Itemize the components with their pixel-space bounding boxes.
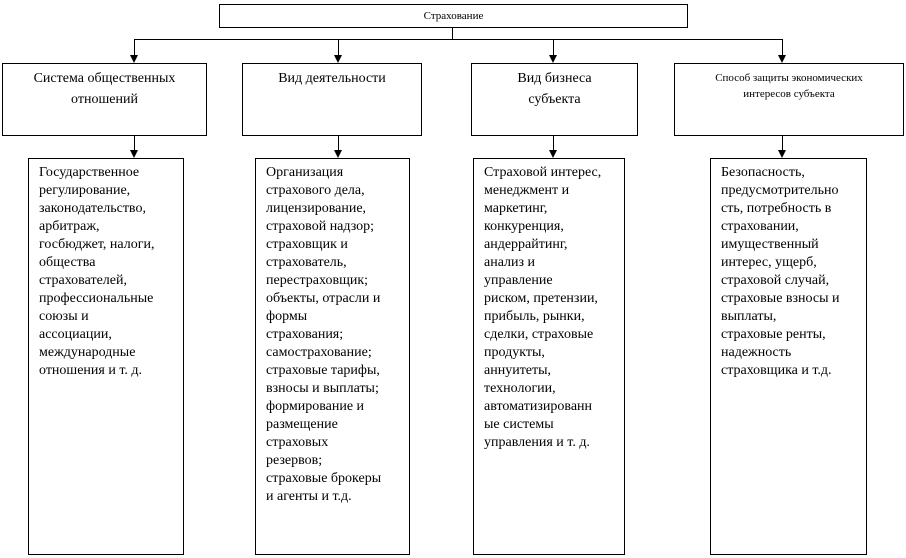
- category-box-business-type: [471, 63, 638, 136]
- connector-detail-2: [338, 136, 339, 150]
- connector-cat-1: [134, 39, 135, 55]
- detail-text: Безопасность, предусмотрительно сть, потребность в страховании, имущественный интерес, ущерб, страховой случай, страховые взносы и выплаты, страховые ренты, надежность страховщика и т.д.: [721, 165, 840, 378]
- category-box-activity-type: [242, 63, 422, 136]
- root-connector: [452, 28, 453, 39]
- root-title: Страхование: [423, 10, 484, 22]
- arrow-cat-1-icon: [130, 55, 138, 63]
- arrow-detail-3-icon: [549, 150, 557, 158]
- category-box-social-relations: [2, 63, 207, 136]
- arrow-detail-2-icon: [334, 150, 342, 158]
- category-label: Система общественных отношений: [33, 71, 176, 107]
- detail-box-activity-type: [255, 158, 410, 555]
- detail-box-social-relations: [28, 158, 184, 555]
- arrow-detail-1-icon: [130, 150, 138, 158]
- root-box: [219, 4, 688, 28]
- category-label: Способ защиты экономических интересов субъекта: [715, 72, 863, 100]
- detail-text: Государственное регулирование, законодательство, арбитраж, госбюджет, налоги, общества страхователей, профессиональные союзы и ассоциации, международные отношения и т. д.: [39, 165, 155, 378]
- connector-detail-4: [782, 136, 783, 150]
- detail-box-business-type: [473, 158, 625, 555]
- connector-cat-2: [338, 39, 339, 55]
- arrow-cat-2-icon: [334, 55, 342, 63]
- category-label: Вид деятельности: [278, 71, 386, 86]
- detail-text: Организация страхового дела, лицензирование, страховой надзор; страховщик и страхователь, перестраховщик; объекты, отрасли и формы страхования; самострахование; страховые тарифы, взносы и выплаты; формирование и размещение страховых резервов; страховые брокеры и агенты и т.д.: [266, 165, 382, 504]
- horizontal-connector: [134, 39, 782, 40]
- arrow-detail-4-icon: [778, 150, 786, 158]
- arrow-cat-4-icon: [778, 55, 786, 63]
- arrow-cat-3-icon: [549, 55, 557, 63]
- connector-cat-4: [782, 39, 783, 55]
- detail-text: Страховой интерес, менеджмент и маркетинг, конкуренция, андеррайтинг, анализ и управление риском, претензии, прибыль, рынки, сделки, страховые продукты, аннуитеты, технологии, автоматизированн ые системы управления и т. д.: [484, 165, 602, 450]
- connector-detail-1: [134, 136, 135, 150]
- category-label: Вид бизнеса субъекта: [517, 71, 592, 107]
- category-box-protection-method: [674, 63, 904, 136]
- detail-box-protection-method: [710, 158, 867, 555]
- connector-detail-3: [553, 136, 554, 150]
- connector-cat-3: [553, 39, 554, 55]
